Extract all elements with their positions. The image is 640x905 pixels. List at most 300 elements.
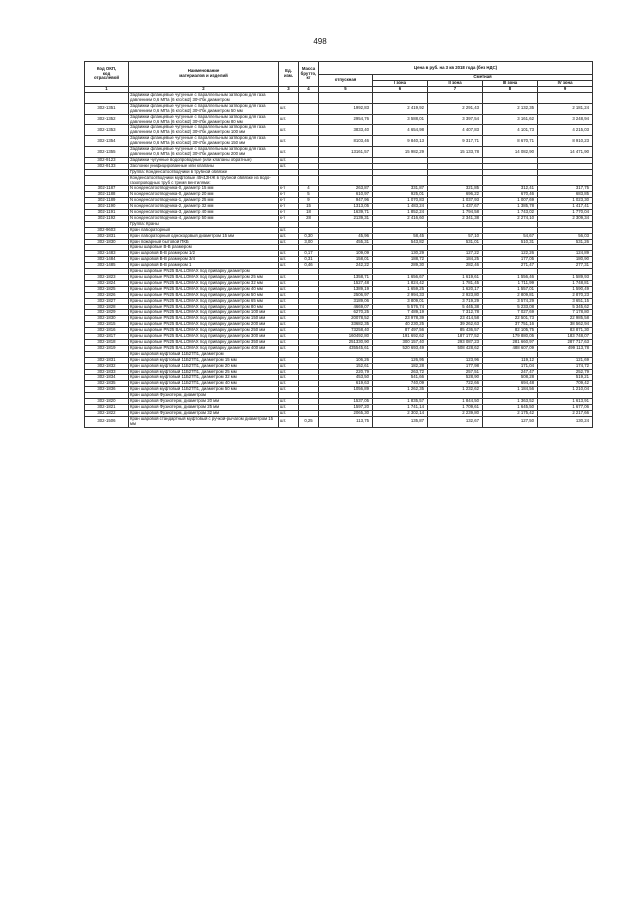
column-index: 8 — [483, 87, 538, 93]
name-cell: Группа: Конденсатоотводчики в трубной обвязке — [129, 169, 279, 175]
zone-1-price-cell: 740,09 — [373, 381, 428, 387]
table-row — [85, 103, 593, 114]
zone-1-price-cell: 9 840,13 — [373, 136, 428, 147]
release-price-cell: 3833,40 — [319, 125, 373, 136]
zone-4-price-cell: 7 178,80 — [538, 310, 593, 316]
zone-4-price-cell: 317,75 — [538, 186, 593, 192]
column-index: 9 — [538, 87, 593, 93]
name-cell: Кран шаровой В-В размером 1/2 — [129, 251, 279, 257]
zone-2-price-cell: 4 407,83 — [428, 125, 483, 136]
zone-1-price-cell: 543,82 — [373, 239, 428, 245]
code-cell: 302-1825 — [85, 286, 129, 292]
code-cell: 302-1355 — [85, 147, 129, 158]
code-cell: 302-1353 — [85, 125, 129, 136]
zone-1-price-cell: 1 824,42 — [373, 280, 428, 286]
zone-1-price-cell: 300 157,40 — [373, 339, 428, 345]
name-cell: Кран шаровой Фузиотерм, диаметром 20 мм — [129, 399, 279, 405]
zone-1-price-cell: 58,45 — [373, 233, 428, 239]
mass-cell: 0,46 — [299, 263, 319, 269]
zone-4-price-cell: 1 210,04 — [538, 387, 593, 393]
zone-2-price-cell: 127,22 — [428, 251, 483, 257]
code-cell: 302-1829 — [85, 310, 129, 316]
name-cell: Кран шаровой В-В размером 1 — [129, 263, 279, 269]
zone-2-price-cell: 7 312,78 — [428, 310, 483, 316]
release-price-cell: 4669,07 — [319, 304, 373, 310]
zone-4-price-cell: 252,79 — [538, 369, 593, 375]
table-row — [85, 136, 593, 147]
unit-cell: шт. — [279, 114, 299, 125]
zone-3-price-cell: 7 027,69 — [483, 310, 538, 316]
zone-3-price-cell: 2 175,42 — [483, 410, 538, 416]
name-cell: Краны шаровые PN25 BALLOMAX под приварку диаметром — [129, 269, 279, 275]
zone-3-price-cell: 14 082,90 — [483, 147, 538, 158]
zone-2-price-cell: 321,85 — [428, 186, 483, 192]
zone-2-price-cell — [428, 93, 483, 104]
zone-2-price-cell: 57,10 — [428, 233, 483, 239]
unit-cell: шт. — [279, 233, 299, 239]
unit-cell — [279, 175, 299, 186]
name-cell: Краны шаровые PN25 BALLOMAX под приварку диаметром 50 мм — [129, 292, 279, 298]
name-cell: N конденсатоотводчика-2, диаметр 32 мм — [129, 204, 279, 210]
zone-1-price-cell: 1 262,35 — [373, 387, 428, 393]
code-cell: 302-1823 — [85, 275, 129, 281]
zone-3-price-cell: 312,41 — [483, 186, 538, 192]
zone-4-price-cell: 1 613,91 — [538, 399, 593, 405]
zone-4-price-cell: 1 417,41 — [538, 204, 593, 210]
name-cell: N конденсатоотводчика-4, диаметр 50 мм — [129, 215, 279, 221]
zone-4-price-cell: 124,89 — [538, 251, 593, 257]
unit-cell: шт. — [279, 334, 299, 340]
zone-2-price-cell: 1 232,62 — [428, 387, 483, 393]
release-price-cell: 2506,97 — [319, 292, 373, 298]
zone-4-price-cell: 277,31 — [538, 263, 593, 269]
zone-1-price-cell: 1 656,67 — [373, 275, 428, 281]
column-index: 4 — [299, 87, 319, 93]
zone-3-price-cell: 119,12 — [483, 357, 538, 363]
mass-cell — [299, 93, 319, 104]
zone-4-price-cell: 130,24 — [538, 416, 593, 427]
code-cell: 302-1831 — [85, 233, 129, 239]
zone-1-price-cell: 191 692,62 — [373, 334, 428, 340]
unit-cell: шт. — [279, 275, 299, 281]
zone-2-price-cell: 3 719,29 — [428, 298, 483, 304]
zone-2-price-cell: 123,96 — [428, 357, 483, 363]
zone-4-price-cell: 5 345,62 — [538, 304, 593, 310]
zone-4-price-cell: 1 770,04 — [538, 210, 593, 216]
code-cell: 302-1485 — [85, 263, 129, 269]
unit-cell: шт. — [279, 328, 299, 334]
zone-1-price-cell: 87 497,56 — [373, 328, 428, 334]
name-cell: N конденсатоотводчика-3, диаметр 40 мм — [129, 210, 279, 216]
release-price-cell: 3189,06 — [319, 298, 373, 304]
unit-cell: шт. — [279, 239, 299, 245]
unit-cell: шт. — [279, 357, 299, 363]
zone-4-price-cell: 2 309,34 — [538, 215, 593, 221]
code-cell: 302-1190 — [85, 204, 129, 210]
release-price-cell: 8103,46 — [319, 136, 373, 147]
zone-2-price-cell: 2 291,43 — [428, 103, 483, 114]
unit-cell: к-т — [279, 215, 299, 221]
zone-1-price-cell: 1 070,83 — [373, 198, 428, 204]
release-price-cell: 158,01 — [319, 257, 373, 263]
zone-3-price-cell: 179 880,05 — [483, 334, 538, 340]
zone-3-price-cell: 54,67 — [483, 233, 538, 239]
zone-2-price-cell: 1 620,17 — [428, 286, 483, 292]
name-cell: Краны шаровые PN25 BALLOMAX под приварку диаметром 250 мм — [129, 328, 279, 334]
unit-cell: шт. — [279, 227, 299, 233]
name-cell: Краны шаровые В-В размером — [129, 245, 279, 251]
code-cell: 302-9603 — [85, 227, 129, 233]
zone-1-price-cell: 3 588,01 — [373, 114, 428, 125]
unit-cell: шт. — [279, 404, 299, 410]
page-number: 498 — [313, 37, 327, 46]
unit-cell: шт. — [279, 310, 299, 316]
price-table — [84, 61, 593, 428]
mass-cell — [299, 147, 319, 158]
zone-1-price-cell: 263,72 — [373, 369, 428, 375]
zone-3-price-cell: 1 557,01 — [483, 286, 538, 292]
zone-4-price-cell: 709,42 — [538, 381, 593, 387]
name-cell: Кран шаровой Фузиотерм, диаметром 25 мм — [129, 404, 279, 410]
zone-1-price-cell — [373, 93, 428, 104]
unit-cell: шт. — [279, 381, 299, 387]
unit-cell: шт. — [279, 292, 299, 298]
mass-cell: 4 — [299, 186, 319, 192]
mass-cell — [299, 103, 319, 114]
release-price-cell: 455,31 — [319, 239, 373, 245]
column-index: 2 — [129, 87, 279, 93]
zone-2-price-cell: 9 317,71 — [428, 136, 483, 147]
code-cell: 302-1352 — [85, 114, 129, 125]
header-unit: Ед. изм. — [279, 62, 299, 87]
zone-4-price-cell: 38 562,94 — [538, 322, 593, 328]
unit-cell: к-т — [279, 192, 299, 198]
zone-4-price-cell: 14 471,90 — [538, 147, 593, 158]
zone-2-price-cell: 1 619,61 — [428, 275, 483, 281]
header-smetnaya: Сметная — [373, 75, 593, 81]
release-price-cell: 453,50 — [319, 375, 373, 381]
code-cell: 302-1824 — [85, 280, 129, 286]
mass-cell — [299, 136, 319, 147]
code-cell: 302-1833 — [85, 369, 129, 375]
release-price-cell: 160492,80 — [319, 334, 373, 340]
mass-cell: 3,00 — [299, 239, 319, 245]
unit-cell: шт. — [279, 322, 299, 328]
zone-4-price-cell: 174,72 — [538, 363, 593, 369]
release-price-cell: 6270,25 — [319, 310, 373, 316]
zone-3-price-cell: 510,31 — [483, 239, 538, 245]
release-price-cell: 2065,30 — [319, 410, 373, 416]
zone-1-price-cell: 182,28 — [373, 363, 428, 369]
name-cell: Конденсатоотводчики муфтовые 45ч12НЖ в трубной обвязке из водо-газопроводных труб с тремя вентилями: — [129, 175, 279, 186]
name-cell: Заслонки унифицированные или клапаны — [129, 163, 279, 169]
zone-3-price-cell: 177,05 — [483, 257, 538, 263]
code-cell: 302-1188 — [85, 192, 129, 198]
unit-cell: шт. — [279, 363, 299, 369]
unit-cell: шт. — [279, 136, 299, 147]
code-cell: 302-1817 — [85, 334, 129, 340]
name-cell: Кран шаровой муфтовый 11Б27П1, диаметром 25 мм — [129, 369, 279, 375]
release-price-cell: 113,75 — [319, 416, 373, 427]
zone-2-price-cell: 282,46 — [428, 263, 483, 269]
zone-2-price-cell: 23 414,58 — [428, 316, 483, 322]
zone-1-price-cell: 2 302,14 — [373, 410, 428, 416]
zone-3-price-cell: 171,04 — [483, 363, 538, 369]
zone-1-price-cell: 1 483,24 — [373, 204, 428, 210]
unit-cell: шт. — [279, 316, 299, 322]
code-cell: 302-1483 — [85, 251, 129, 257]
zone-2-price-cell: 1 781,45 — [428, 280, 483, 286]
name-cell: Кран шаровой муфтовый 11Б27П1, диаметром 15 мм — [129, 357, 279, 363]
code-cell: 302-1189 — [85, 198, 129, 204]
code-cell: 302-1354 — [85, 136, 129, 147]
header-zone-1: I зона — [373, 81, 428, 87]
zone-3-price-cell: 37 751,16 — [483, 322, 538, 328]
code-cell: 302-1815 — [85, 322, 129, 328]
zone-3-price-cell: 2 132,35 — [483, 103, 538, 114]
zone-3-price-cell: 1 645,50 — [483, 404, 538, 410]
unit-cell: шт. — [279, 286, 299, 292]
zone-1-price-cell: 289,30 — [373, 263, 428, 269]
mass-cell: 28 — [299, 215, 319, 221]
unit-cell: шт. — [279, 103, 299, 114]
zone-3-price-cell: 1 385,78 — [483, 204, 538, 210]
mass-cell: 5 — [299, 192, 319, 198]
unit-cell: шт. — [279, 251, 299, 257]
header-mass: Масса брутто, кг — [299, 62, 319, 87]
release-price-cell: 1537,05 — [319, 399, 373, 405]
name-cell: Задвижки фланцевые чугунные с параллельным затвором для газа давлением 0,6 МПа (6 кгс/см2) 30ч7бк диаметром 50 мм — [129, 103, 279, 114]
mass-cell — [299, 175, 319, 186]
release-price-cell: 263,87 — [319, 186, 373, 192]
zone-1-price-cell: 4 654,98 — [373, 125, 428, 136]
column-index: 6 — [373, 87, 428, 93]
zone-4-price-cell: 519,21 — [538, 375, 593, 381]
zone-3-price-cell — [483, 175, 538, 186]
zone-4-price-cell: 121,69 — [538, 357, 593, 363]
name-cell: Краны шаровые PN25 BALLOMAX под приварку диаметром 150 мм — [129, 316, 279, 322]
name-cell: Краны шаровые PN25 BALLOMAX под приварку диаметром 100 мм — [129, 310, 279, 316]
code-cell: 302-1828 — [85, 304, 129, 310]
column-index: 5 — [319, 87, 373, 93]
table-row — [85, 416, 593, 427]
header-release: отпускная — [319, 75, 373, 87]
release-price-cell — [319, 175, 373, 186]
zone-4-price-cell: 2 181,24 — [538, 103, 593, 114]
zone-4-price-cell: 56,03 — [538, 233, 593, 239]
zone-2-price-cell: 2 923,80 — [428, 292, 483, 298]
name-cell: Краны шаровые PN25 BALLOMAX под приварку диаметром 400 мм — [129, 345, 279, 351]
code-cell: 302-1832 — [85, 363, 129, 369]
zone-3-price-cell: 2 809,81 — [483, 292, 538, 298]
zone-3-price-cell: 488 607,09 — [483, 345, 538, 351]
name-cell: Краны шаровые PN25 BALLOMAX под приварку диаметром 32 мм — [129, 280, 279, 286]
name-cell: Задвижки фланцевые чугунные с параллельным затвором для газа давлением 0,6 МПа (6 кгс/см2) 30ч7бк диаметром 100 мм — [129, 125, 279, 136]
unit-cell: шт. — [279, 339, 299, 345]
zone-3-price-cell: 247,47 — [483, 369, 538, 375]
code-cell: 302-1819 — [85, 345, 129, 351]
release-price-cell: 947,96 — [319, 198, 373, 204]
name-cell: Задвижки фланцевые чугунные с параллельным затвором для газа давлением 0,6 МПа (6 кгс/см2) 30ч7бк диаметром — [129, 93, 279, 104]
release-price-cell — [319, 93, 373, 104]
zone-3-price-cell: 5 233,08 — [483, 304, 538, 310]
zone-1-price-cell: 3 809,01 — [373, 298, 428, 304]
name-cell: Кран пожарный бытовой ПКБ — [129, 239, 279, 245]
zone-3-price-cell: 122,26 — [483, 251, 538, 257]
zone-2-price-cell: 1 844,50 — [428, 399, 483, 405]
zone-1-price-cell: 188,72 — [373, 257, 428, 263]
release-price-cell: 1389,19 — [319, 286, 373, 292]
unit-cell: шт. — [279, 304, 299, 310]
zone-1-price-cell: 126,95 — [373, 357, 428, 363]
release-price-cell: 1527,48 — [319, 280, 373, 286]
release-price-cell: 251330,90 — [319, 339, 373, 345]
code-cell: 302-1816 — [85, 328, 129, 334]
zone-3-price-cell — [483, 93, 538, 104]
unit-cell: шт. — [279, 410, 299, 416]
name-cell: Кран шаровой муфтовый 11Б27П1, диаметром — [129, 351, 279, 357]
zone-4-price-cell: 3 248,94 — [538, 114, 593, 125]
name-cell: Кран лабораторный одноходовый диаметром 15 мм — [129, 233, 279, 239]
mass-cell: 9 — [299, 198, 319, 204]
zone-1-price-cell: 331,87 — [373, 186, 428, 192]
code-cell: 302-9123 — [85, 157, 129, 163]
zone-2-price-cell: 132,67 — [428, 416, 483, 427]
release-price-cell: 435545,61 — [319, 345, 373, 351]
name-cell: Кран шаровой В-В размером 3/4 — [129, 257, 279, 263]
zone-4-price-cell: 22 985,58 — [538, 316, 593, 322]
code-cell: 302-1834 — [85, 375, 129, 381]
zone-3-price-cell: 22 501,73 — [483, 316, 538, 322]
unit-cell: шт. — [279, 257, 299, 263]
unit-cell: шт. — [279, 280, 299, 286]
zone-4-price-cell: 4 215,03 — [538, 125, 593, 136]
zone-4-price-cell — [538, 175, 593, 186]
zone-4-price-cell: 531,26 — [538, 239, 593, 245]
release-price-cell: 45,96 — [319, 233, 373, 239]
zone-4-price-cell: 180,90 — [538, 257, 593, 263]
release-price-cell: 1992,83 — [319, 103, 373, 114]
table-row — [85, 147, 593, 158]
name-cell: N конденсатоотводчика-0, диаметр 15 мм — [129, 186, 279, 192]
zone-2-price-cell: 184,25 — [428, 257, 483, 263]
code-cell: 302-1821 — [85, 404, 129, 410]
zone-1-price-cell: 1 852,24 — [373, 210, 428, 216]
mass-cell — [299, 114, 319, 125]
table-body — [85, 93, 593, 428]
zone-3-price-cell: 2 274,10 — [483, 215, 538, 221]
mass-cell: 0,17 — [299, 251, 319, 257]
zone-4-price-cell: 1 590,49 — [538, 286, 593, 292]
header-zone-3: III зона — [483, 81, 538, 87]
code-cell: 302-1192 — [85, 215, 129, 221]
unit-cell: шт. — [279, 375, 299, 381]
name-cell: Кран лабораторный — [129, 227, 279, 233]
code-cell: 302-1191 — [85, 210, 129, 216]
release-price-cell: 220,79 — [319, 369, 373, 375]
name-cell: Задвижки фланцевые чугунные с параллельным затвором для газа давлением 0,6 МПа (6 кгс/см2) 30ч7бк диаметром 80 мм — [129, 114, 279, 125]
mass-cell: 15 — [299, 204, 319, 210]
zone-2-price-cell: 2 239,80 — [428, 410, 483, 416]
zone-2-price-cell: 531,01 — [428, 239, 483, 245]
zone-2-price-cell: 39 262,63 — [428, 322, 483, 328]
name-cell: N конденсатоотводчика-0, диаметр 20 мм — [129, 192, 279, 198]
release-price-cell: 13161,57 — [319, 147, 373, 158]
zone-3-price-cell: 4 101,73 — [483, 125, 538, 136]
name-cell: Кран шаровой муфтовый 11Б27П1, диаметром 50 мм — [129, 387, 279, 393]
release-price-cell: 33682,35 — [319, 322, 373, 328]
name-cell: Краны шаровые PN25 BALLOMAX под приварку диаметром 40 мм — [129, 286, 279, 292]
zone-1-price-cell: 2 419,92 — [373, 103, 428, 114]
release-price-cell: 619,63 — [319, 381, 373, 387]
name-cell: Краны шаровые PN25 BALLOMAX под приварку диаметром 200 мм — [129, 322, 279, 328]
zone-4-price-cell: 3 651,15 — [538, 298, 593, 304]
unit-cell: к-т — [279, 198, 299, 204]
name-cell: Кран шаровой стандартный муфтовый с ручкой-рычагом диаметром 15 мм — [129, 416, 279, 427]
zone-2-price-cell: 5 445,38 — [428, 304, 483, 310]
zone-4-price-cell: 287 717,63 — [538, 339, 593, 345]
zone-3-price-cell: 3 574,29 — [483, 298, 538, 304]
zone-2-price-cell: 3 397,54 — [428, 114, 483, 125]
unit-cell: шт. — [279, 163, 299, 169]
zone-3-price-cell: 1 711,99 — [483, 280, 538, 286]
zone-4-price-cell: 1 748,81 — [538, 280, 593, 286]
zone-4-price-cell: 1 023,30 — [538, 198, 593, 204]
zone-4-price-cell: 2 870,23 — [538, 292, 593, 298]
zone-2-price-cell: 2 341,38 — [428, 215, 483, 221]
release-price-cell: 1056,89 — [319, 387, 373, 393]
code-cell: 302-1835 — [85, 381, 129, 387]
zone-2-price-cell: 1 037,93 — [428, 198, 483, 204]
zone-1-price-cell: 130,29 — [373, 251, 428, 257]
name-cell: Задвижки фланцевые чугунные с параллельным затвором для газа давлением 0,6 МПа (6 кгс/см2) 30ч7бк диаметром 150 мм — [129, 136, 279, 147]
mass-cell — [299, 125, 319, 136]
column-index: 7 — [428, 87, 483, 93]
zone-4-price-cell: 499 113,78 — [538, 345, 593, 351]
release-price-cell: 2954,76 — [319, 114, 373, 125]
name-cell: Группа: Краны — [129, 221, 279, 227]
zone-1-price-cell: 1 659,25 — [373, 286, 428, 292]
unit-cell: шт. — [279, 147, 299, 158]
code-cell: 302-1822 — [85, 410, 129, 416]
zone-2-price-cell: 177,98 — [428, 363, 483, 369]
release-price-cell: 109,09 — [319, 251, 373, 257]
unit-cell: к-т — [279, 210, 299, 216]
zone-1-price-cell: 2 416,60 — [373, 215, 428, 221]
mass-cell: 0,31 — [299, 257, 319, 263]
zone-1-price-cell: 541,66 — [373, 375, 428, 381]
zone-3-price-cell: 508,28 — [483, 375, 538, 381]
code-cell: 302-1818 — [85, 339, 129, 345]
code-cell: 302-1484 — [85, 257, 129, 263]
release-price-cell: 73258,40 — [319, 328, 373, 334]
name-cell: Краны шаровые PN25 BALLOMAX под приварку диаметром 80 мм — [129, 304, 279, 310]
zone-3-price-cell: 127,50 — [483, 416, 538, 427]
zone-2-price-cell: 85 436,57 — [428, 328, 483, 334]
zone-1-price-cell: 40 230,25 — [373, 322, 428, 328]
header-code: Код ОКП, код отраслевой — [85, 62, 129, 87]
unit-cell: шт. — [279, 369, 299, 375]
zone-1-price-cell: 925,01 — [373, 192, 428, 198]
name-cell: Краны шаровые PN25 BALLOMAX под приварку диаметром 25 мм — [129, 275, 279, 281]
code-cell: 302-1351 — [85, 103, 129, 114]
zone-3-price-cell: 1 556,46 — [483, 275, 538, 281]
zone-3-price-cell: 82 105,75 — [483, 328, 538, 334]
unit-cell: шт. — [279, 345, 299, 351]
zone-3-price-cell: 8 670,71 — [483, 136, 538, 147]
zone-3-price-cell: 670,46 — [483, 192, 538, 198]
release-price-cell: 1639,71 — [319, 210, 373, 216]
